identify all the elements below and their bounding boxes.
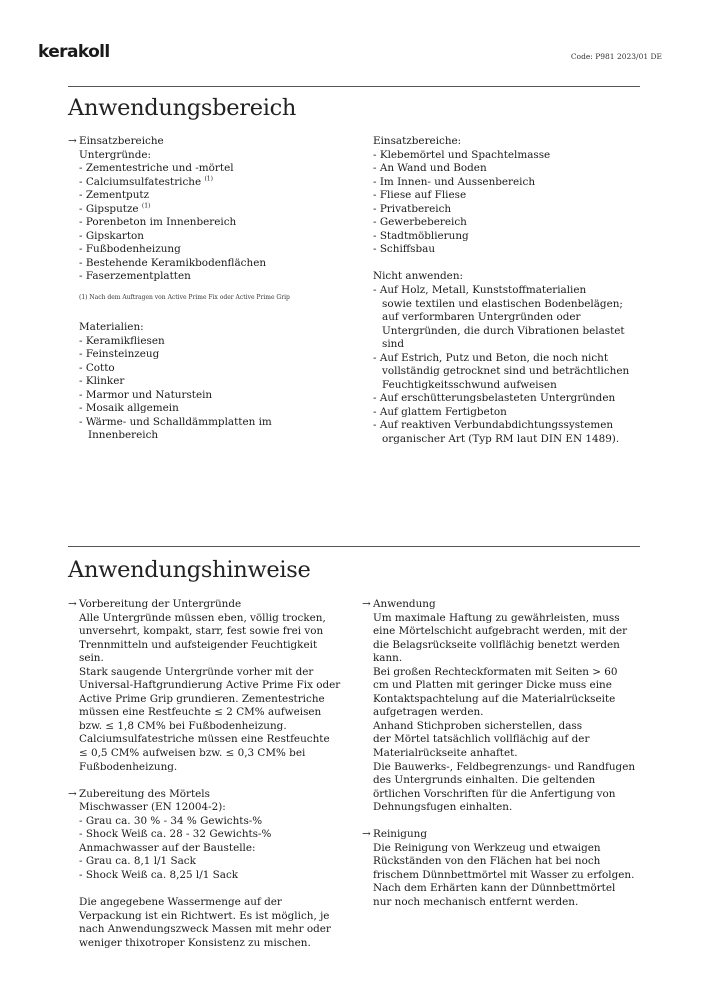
mix-note-paragraph — [68, 896, 340, 950]
text-line: aufgetragen werden. — [373, 706, 484, 719]
text-line: Feuchtigkeitsschwund aufweisen — [382, 378, 557, 391]
footnote-marker: (1) — [204, 175, 213, 183]
list-item: - Zementestriche und -mörtel — [79, 162, 234, 175]
footnote: (1) Nach dem Auftragen von Active Prime Fix oder Active Prime Grip — [79, 294, 290, 302]
section1-left-column — [68, 135, 290, 443]
heading-anwendung: → Anwendung — [362, 598, 436, 610]
arrow-right-icon: → — [68, 135, 77, 147]
text-line: Die Reinigung von Werkzeug und etwaigen — [373, 841, 601, 854]
list-item: - Privatbereich — [373, 202, 452, 215]
list-item: - Wärme- und Schalldämmplatten im — [79, 415, 272, 428]
heading-einsatzbereiche-right: Einsatzbereiche: — [373, 135, 462, 147]
prep-paragraph — [68, 612, 340, 775]
list-item: - Bestehende Keramikbodenflächen — [79, 256, 267, 269]
list-item: - Keramikfliesen — [79, 334, 165, 347]
text-line: Nach dem Erhärten kann der Dünnbettmörtel — [373, 882, 616, 895]
text-line: der Mörtel tatsächlich vollflächig auf der — [373, 733, 590, 746]
list-item: - Calciumsulfatestriche $^{(1)}$ — [79, 175, 213, 188]
text-line: eine Mörtelschicht aufgebracht werden, mit der — [373, 625, 628, 638]
middle-rule — [68, 546, 640, 547]
text-line: Die Bauwerks-, Feldbegrenzungs- und Randfugen — [373, 760, 636, 773]
list-item: - Cotto — [79, 361, 115, 374]
text-line: die Belagsrückseite vollflächig benetzt werden — [373, 638, 620, 651]
heading-einsatzbereiche: → Einsatzbereiche — [68, 135, 164, 147]
text-line: vollständig getrocknet sind und beträchtlichen — [382, 365, 630, 378]
list-item: - Porenbeton im Innenbereich — [79, 216, 237, 229]
text-line: sowie textilen und elastischen Bodenbelägen; — [382, 297, 623, 310]
arrow-right-icon: → — [68, 787, 77, 800]
list-item: - Gipsputze $^{(1)}$ — [79, 202, 151, 215]
text-line: Anmachwasser auf der Baustelle: — [79, 841, 256, 854]
text-line: Fußbodenheizung. — [79, 760, 178, 773]
text-line: Dehnungsfugen einhalten. — [373, 801, 513, 814]
text-line: sind — [382, 338, 404, 351]
text-line: - Grau ca. 8,1 l/1 Sack — [79, 855, 196, 868]
text-line: auf verformbaren Untergründen oder — [382, 311, 581, 324]
text-line: - Shock Weiß ca. 8,25 l/1 Sack — [79, 868, 239, 881]
text-line: Bei großen Rechteckformaten mit Seiten > 60 — [373, 665, 618, 678]
top-rule — [68, 86, 640, 87]
text-line: Rückständen von den Flächen hat bei noch — [373, 855, 601, 868]
heading-zubereitung: → Zubereitung des Mörtels — [68, 787, 210, 800]
text-line: - Auf reaktiven Verbundabdichtungssystemen — [373, 419, 614, 432]
section2-right-column — [362, 598, 635, 910]
text-line: - Shock Weiß ca. 28 - 32 Gewichts-% — [79, 828, 272, 841]
text-line: ≤ 0,5 CM% aufweisen bzw. ≤ 0,3 CM% bei — [79, 747, 306, 760]
list-item: - Fußbodenheizung — [79, 243, 181, 256]
application-paragraph — [362, 612, 635, 815]
text-line: Calciumsulfatestriche müssen eine Restfeuchte — [79, 733, 330, 746]
text-line: organischer Art (Typ RM laut DIN EN 1489). — [382, 433, 620, 446]
text-line: Trennmitteln und aufsteigender Feuchtigkeit — [79, 638, 318, 651]
list-item: - Feinsteinzeug — [79, 348, 160, 361]
section-title-anwendungsbereich: Anwendungsbereich — [68, 95, 297, 121]
text-line: - Auf Estrich, Putz und Beton, die noch nicht — [373, 351, 609, 364]
text-line: bzw. ≤ 1,8 CM% bei Fußbodenheizung. — [79, 719, 287, 732]
text-line: - Auf erschütterungsbelasteten Untergründen — [373, 392, 616, 405]
materials-heading: Materialien: — [79, 321, 144, 334]
text-line: weniger thixotroper Konsistenz zu mischen. — [79, 936, 311, 949]
text-line: müssen eine Restfeuchte ≤ 2 CM% aufweisen — [79, 706, 322, 719]
list-item: - Mosaik allgemein — [79, 402, 179, 415]
text-line: Stark saugende Untergründe vorher mit der — [79, 665, 314, 678]
heading-nicht-anwenden: Nicht anwenden: — [373, 270, 464, 283]
list-item: - Klebemörtel und Spachtelmasse — [373, 148, 551, 161]
list-item: - Faserzementplatten — [79, 270, 191, 283]
text-line: Die angegebene Wassermenge auf der — [79, 896, 282, 909]
text-line: nur noch mechanisch entfernt werden. — [373, 896, 579, 909]
text-line: frischem Dünnbettmörtel mit Wasser zu erfolgen. — [373, 868, 635, 881]
cleaning-paragraph — [362, 842, 635, 910]
kerakoll-logo: kerakoll — [38, 42, 110, 62]
text-line: örtlichen Vorschriften für die Anfertigung von — [373, 787, 616, 800]
text-line: Mischwasser (EN 12004-2): — [79, 801, 226, 814]
mix-list — [68, 801, 340, 882]
list-item: - An Wand und Boden — [373, 162, 487, 175]
not-use-list — [373, 284, 629, 447]
text-line: Untergründen, die durch Vibrationen belastet — [382, 324, 625, 337]
text-line: Um maximale Haftung zu gewährleisten, muss — [373, 611, 620, 624]
section2-left-column — [68, 598, 340, 950]
sub-heading-untergruende: Untergründe: — [79, 148, 152, 161]
text-line: sein. — [79, 652, 104, 665]
section-title-anwendungshinweise: Anwendungshinweise — [68, 557, 311, 583]
arrow-right-icon: → — [362, 828, 371, 841]
text-line: kann. — [373, 652, 403, 665]
list-item-continuation: Innenbereich — [88, 429, 159, 442]
list-item: - Gipskarton — [79, 229, 145, 242]
arrow-right-icon: → — [68, 598, 77, 610]
text-line: - Auf glattem Fertigbeton — [373, 405, 507, 418]
text-line: Alle Untergründe müssen eben, völlig trocken, — [79, 611, 326, 624]
text-line: unversehrt, kompakt, starr, fest sowie frei von — [79, 625, 324, 638]
text-line: - Auf Holz, Metall, Kunststoffmaterialien — [373, 284, 587, 297]
list-item: - Im Innen- und Aussenbereich — [373, 175, 536, 188]
list-item: - Stadtmöblierung — [373, 229, 469, 242]
text-line: - Grau ca. 30 % - 34 % Gewichts-% — [79, 814, 263, 827]
heading-vorbereitung: → Vorbereitung der Untergründe — [68, 598, 242, 610]
section1-right-column — [373, 135, 629, 447]
text-line: Active Prime Grip grundieren. Zementestriche — [79, 692, 325, 705]
text-line: Verpackung ist ein Richtwert. Es ist möglich, je — [79, 909, 330, 922]
text-line: nach Anwendungszweck Massen mit mehr oder — [79, 923, 331, 936]
list-item: - Klinker — [79, 375, 125, 388]
list-item: - Marmor und Naturstein — [79, 388, 213, 401]
text-line: Anhand Stichproben sicherstellen, dass — [373, 719, 583, 732]
text-line: Materialrückseite anhaftet. — [373, 747, 518, 760]
document-code: Code: P981 2023/01 DE — [570, 52, 662, 61]
list-item: - Gewerbebereich — [373, 216, 467, 229]
list-item: - Schiffsbau — [373, 243, 436, 256]
footnote-marker: (1) — [141, 202, 151, 210]
text-line: cm und Platten mit geringer Dicke muss eine — [373, 679, 612, 692]
text-line: des Untergrunds einhalten. Die geltenden — [373, 774, 596, 787]
text-line: Kontaktspachtelung auf die Materialrückseite — [373, 692, 616, 705]
list-item: - Fliese auf Fliese — [373, 189, 467, 202]
text-line: Universal-Haftgrundierung Active Prime Fix oder — [79, 679, 341, 692]
arrow-right-icon: → — [362, 598, 371, 610]
heading-reinigung: → Reinigung — [362, 828, 427, 841]
list-item: - Zementputz — [79, 189, 150, 202]
